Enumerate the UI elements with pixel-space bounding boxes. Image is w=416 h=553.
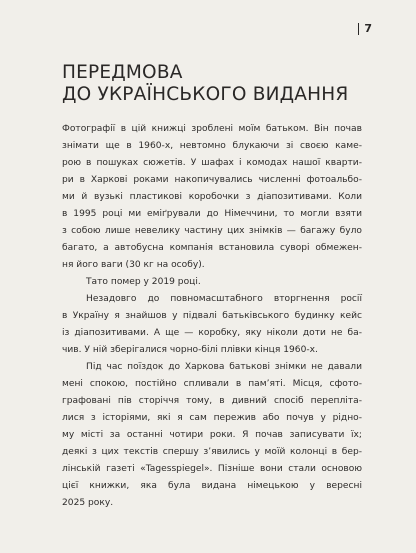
body-line: Під час поїздок до Харкова батькові знімки не давали — [86, 362, 362, 372]
body-line: в Україну я знайшов у підвалі батьківського будинку кейс — [62, 311, 362, 321]
body-line: ри в Харкові роками накопичувались численні фотоальбо- — [62, 175, 362, 185]
body-line: Фотографії в цій книжці зроблені моїм батьком. Він почав — [62, 124, 362, 134]
body-line: із діапозитивами. А ще — коробку, яку ніколи доти не ба- — [62, 328, 362, 338]
page-number: 7 — [364, 22, 372, 35]
body-line: му місті за останні чотири роки. Я почав записувати їх; — [62, 430, 362, 440]
body-line: мені спокою, постійно спливали в пам’яті. Місця, сфото- — [62, 379, 362, 389]
body-line: знімати ще в 1960-х, невтомно блукаючи зі своєю каме- — [62, 141, 362, 151]
body-line: чив. У ній зберігалися чорно-білі плівки кінця 1960-х. — [62, 345, 318, 355]
body-line: ня його ваги (30 кг на особу). — [62, 260, 205, 270]
body-line: рою в пошуках сюжетів. У шафах і комодах нашої кварти- — [62, 158, 362, 168]
folio-rule-divider — [358, 23, 359, 35]
body-line: ми й вузькі пластикові коробочки з діапозитивами. Коли — [62, 192, 362, 202]
body-line: лися з історіями, які я сам пережив або почув у рідно- — [62, 413, 362, 423]
page-number-marker — [358, 22, 372, 35]
body-line: 2025 року. — [62, 498, 114, 508]
body-line: багато, а автобусна компанія встановила суворі обмежен- — [62, 243, 362, 253]
chapter-title — [62, 62, 348, 106]
body-line: лінській газеті «Tagesspiegel». Пізніше вони стали основою — [62, 464, 362, 474]
chapter-title-line-1: ПЕРЕДМОВА — [62, 62, 183, 83]
body-line: графовані пів сторіччя тому, в дивний спосіб перепліта- — [62, 396, 362, 406]
body-text — [62, 121, 362, 512]
body-line: Незадовго до повномасштабного вторгнення росії — [86, 294, 362, 304]
chapter-title-line-2: ДО УКРАЇНСЬКОГО ВИДАННЯ — [62, 84, 349, 105]
body-line: в 1995 році ми еміґрували до Німеччини, то могли взяти — [62, 209, 362, 219]
body-line: цієї книжки, яка була видана німецькою у вересні — [62, 481, 362, 491]
body-line: Тато помер у 2019 році. — [86, 277, 201, 287]
body-line: з собою лише невелику частину цих знімків — багажу було — [62, 226, 362, 236]
body-line: деякі з цих текстів спершу з’явились у моїй колонці в бер- — [62, 447, 362, 457]
